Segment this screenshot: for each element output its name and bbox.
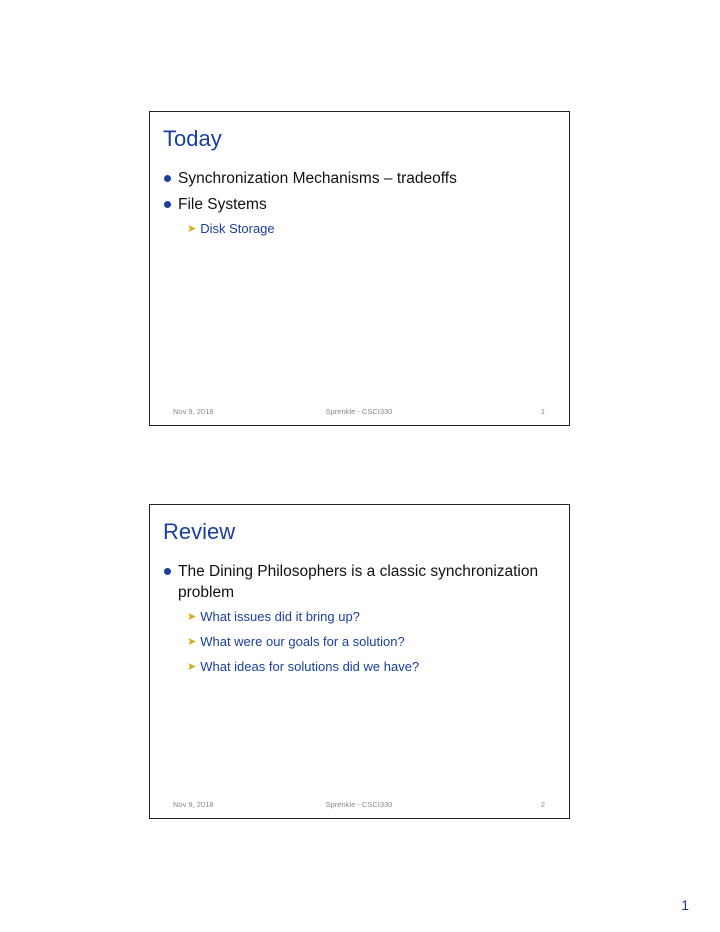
page-number: 1 <box>681 897 689 913</box>
arrowhead-icon: ➤ <box>187 611 197 623</box>
footer-author-course: Sprenkle - CSCI330 <box>325 800 393 809</box>
bullet-text: Synchronization Mechanisms – tradeoffs <box>178 170 457 187</box>
bullet-list <box>163 561 559 683</box>
sub-bullet-item <box>187 608 559 626</box>
arrowhead-icon: ➤ <box>187 223 197 235</box>
sub-bullet-item <box>187 220 559 238</box>
bullet-dot-icon <box>164 568 171 575</box>
slide-footer <box>173 800 545 810</box>
slide-footer <box>173 407 545 417</box>
slide-title: Today <box>163 126 222 151</box>
slide-1 <box>149 111 570 426</box>
bullet-list <box>163 168 559 245</box>
bullet-dot-icon <box>164 175 171 182</box>
footer-slide-number: 2 <box>540 800 545 809</box>
sub-bullet-item <box>187 633 559 651</box>
footer-date: Nov 9, 2018 <box>173 800 214 809</box>
sub-bullet-text: Disk Storage <box>200 221 275 236</box>
bullet-item <box>163 561 559 603</box>
footer-slide-number: 1 <box>540 407 545 416</box>
sub-bullet-text: What issues did it bring up? <box>200 609 360 624</box>
bullet-text: The Dining Philosophers is a classic synchronization problem <box>178 563 539 601</box>
footer-date: Nov 9, 2018 <box>173 407 214 416</box>
arrowhead-icon: ➤ <box>187 636 197 648</box>
bullet-dot-icon <box>164 201 171 208</box>
bullet-item <box>163 168 559 189</box>
slide-2 <box>149 504 570 819</box>
bullet-text: File Systems <box>178 196 267 213</box>
arrowhead-icon: ➤ <box>187 661 197 673</box>
sub-bullet-text: What ideas for solutions did we have? <box>200 659 420 674</box>
bullet-item <box>163 194 559 215</box>
sub-bullet-text: What were our goals for a solution? <box>200 634 405 649</box>
footer-author-course: Sprenkle - CSCI330 <box>325 407 393 416</box>
sub-bullet-item <box>187 658 559 676</box>
slide-title: Review <box>163 519 236 544</box>
